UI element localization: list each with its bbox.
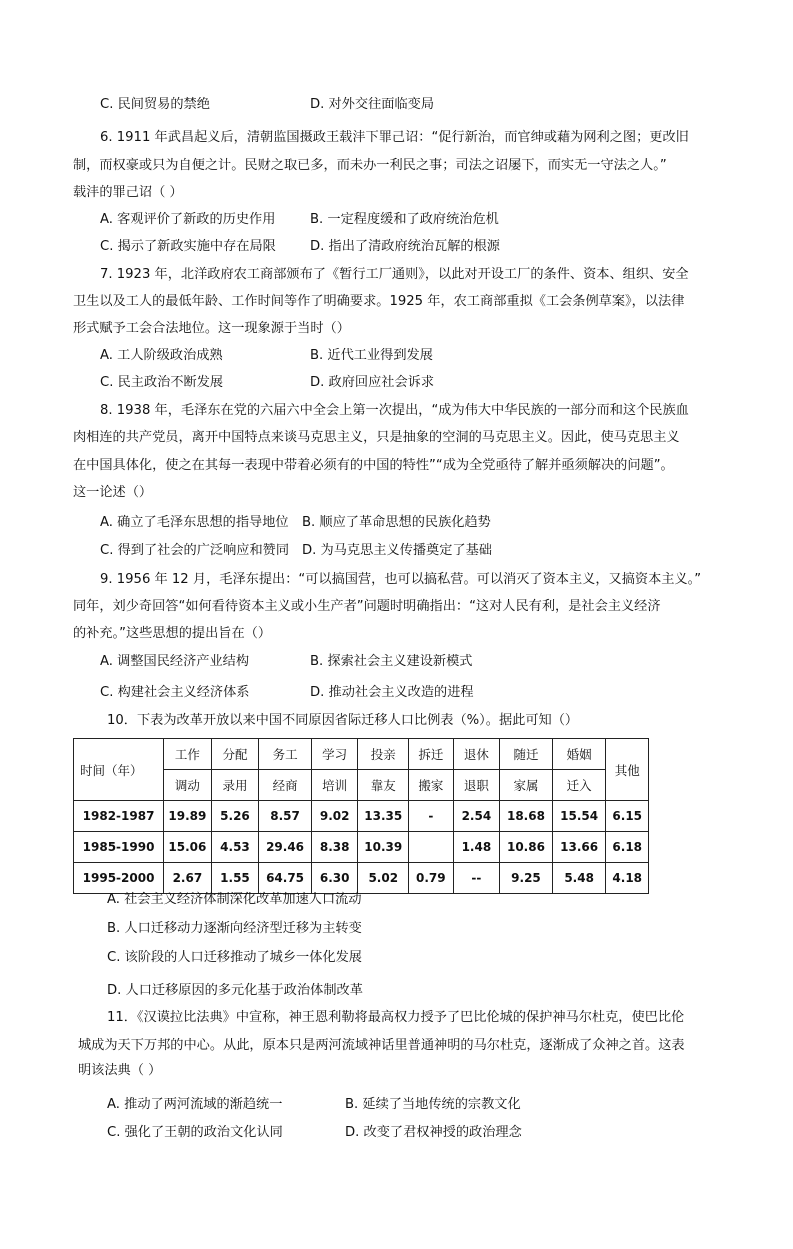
q7-stem-line-2: 卫生以及工人的最低年龄、工作时间等作了明确要求。1925 年，农工商部重拟《工会条例草案》，以法律 (73, 294, 685, 309)
q9-stem-line-2: 同年，刘少奇回答“如何看待资本主义或小生产者”问题时明确指出：“这对人民有利，是社会主义经济 (73, 599, 661, 614)
q7-stem-line-1: 7. 1923 年，北洋政府农工商部颁布了《暂行工厂通则》，以此对开设工厂的条件、资本、组织、安全 (100, 267, 689, 282)
q6-stem-line-2: 制，而权豪或只为自便之计。民财之取已多，而未办一利民之事；司法之诏屡下，而实无一守法之人。” (73, 158, 667, 173)
table-cell: 6.30 (311, 863, 358, 894)
table-cell: 19.89 (164, 801, 212, 832)
q8-stem-line-4: 这一论述（） (73, 485, 153, 500)
q8-option-d: D. 为马克思主义传播奠定了基础 (302, 543, 492, 558)
q6-option-b: B. 一定程度缓和了政府统治危机 (310, 212, 499, 227)
header-cell: 拆迁 (409, 739, 454, 770)
migration-table (73, 738, 649, 894)
table-cell: 1.55 (211, 863, 259, 894)
header-cell: 投亲 (358, 739, 409, 770)
q6-option-c: C. 揭示了新政实施中存在局限 (100, 239, 276, 254)
table-row (74, 863, 649, 894)
header-cell: 靠友 (358, 770, 409, 801)
table-cell: 5.02 (358, 863, 409, 894)
q6-stem-line-1: 6. 1911 年武昌起义后，清朝监国摄政王载沣下罪己诏：“促行新治，而官绅或藉为网利之图；更改旧 (100, 130, 689, 145)
table-cell: 15.54 (552, 801, 606, 832)
header-cell: 调动 (164, 770, 212, 801)
table-cell: 15.06 (164, 832, 212, 863)
table-cell: 5.26 (211, 801, 259, 832)
table-cell: 6.15 (606, 801, 649, 832)
table-cell: 4.18 (606, 863, 649, 894)
table-cell: 8.57 (259, 801, 312, 832)
header-cell: 退休 (453, 739, 500, 770)
q9-option-c: C. 构建社会主义经济体系 (100, 685, 250, 700)
table-cell: 9.25 (500, 863, 553, 894)
table-cell: 2.54 (453, 801, 500, 832)
q5-option-c: C. 民间贸易的禁绝 (100, 97, 210, 112)
table-cell: 13.66 (552, 832, 606, 863)
row-time: 1995-2000 (74, 863, 164, 894)
q11-option-a: A. 推动了两河流域的渐趋统一 (107, 1097, 283, 1112)
header-cell: 务工 (259, 739, 312, 770)
header-cell: 工作 (164, 739, 212, 770)
q7-option-b: B. 近代工业得到发展 (310, 348, 433, 363)
table-cell: -- (453, 863, 500, 894)
table-cell: 5.48 (552, 863, 606, 894)
header-other: 其他 (606, 739, 649, 801)
q9-stem-line-3: 的补充。”这些思想的提出旨在（） (73, 626, 272, 641)
header-cell: 经商 (259, 770, 312, 801)
header-cell: 婚姻 (552, 739, 606, 770)
q8-stem-line-1: 8. 1938 年，毛泽东在党的六届六中全会上第一次提出，“成为伟大中华民族的一部分而和这个民族血 (100, 403, 689, 418)
table-cell: 4.53 (211, 832, 259, 863)
q9-option-a: A. 调整国民经济产业结构 (100, 654, 250, 669)
q5-option-d: D. 对外交往面临变局 (310, 97, 435, 112)
header-cell: 家属 (500, 770, 553, 801)
header-cell: 分配 (211, 739, 259, 770)
q11-stem-line-1: 11．《汉谟拉比法典》中宣称，神王恩利勒将最高权力授予了巴比伦城的保护神马尔杜克，使巴比伦 (107, 1010, 685, 1025)
table-cell: 8.38 (311, 832, 358, 863)
q8-stem-line-2: 肉相连的共产党员，离开中国特点来谈马克思主义，只是抽象的空洞的马克思主义。因此，使马克思主义 (73, 430, 680, 445)
header-cell: 退职 (453, 770, 500, 801)
table-cell: 64.75 (259, 863, 312, 894)
q11-option-c: C. 强化了王朝的政治文化认同 (107, 1125, 283, 1140)
table-cell: 2.67 (164, 863, 212, 894)
q8-stem-line-3: 在中国具体化，使之在其每一表现中带着必须有的中国的特性”“成为全党亟待了解并亟须解决的问题”。 (73, 458, 674, 473)
q10-option-d: D. 人口迁移原因的多元化基于政治体制改革 (107, 983, 363, 998)
table-row (74, 801, 649, 832)
row-time: 1982-1987 (74, 801, 164, 832)
q7-option-a: A. 工人阶级政治成熟 (100, 348, 223, 363)
q6-option-d: D. 指出了清政府统治瓦解的根源 (310, 239, 500, 254)
q9-option-b: B. 探索社会主义建设新模式 (310, 654, 473, 669)
row-time: 1985-1990 (74, 832, 164, 863)
table-cell: 0.79 (409, 863, 454, 894)
q7-option-c: C. 民主政治不断发展 (100, 375, 224, 390)
q8-option-c: C. 得到了社会的广泛响应和赞同 (100, 543, 290, 558)
table-cell: 9.02 (311, 801, 358, 832)
table-cell: 6.18 (606, 832, 649, 863)
table-cell: 18.68 (500, 801, 553, 832)
table-cell: 10.39 (358, 832, 409, 863)
q11-option-b: B. 延续了当地传统的宗教文化 (345, 1097, 521, 1112)
q6-stem-line-3: 载沣的罪己诏（ ） (73, 185, 183, 200)
q6-option-a: A. 客观评价了新政的历史作用 (100, 212, 276, 227)
q9-option-d: D. 推动社会主义改造的进程 (310, 685, 474, 700)
q7-stem-line-3: 形式赋予工会合法地位。这一现象源于当时（） (73, 321, 350, 336)
header-cell: 培训 (311, 770, 358, 801)
q10-option-a: A. 社会主义经济体制深化改革加速人口流动 (107, 892, 362, 907)
q10-option-b: B. 人口迁移动力逐渐向经济型迁移为主转变 (107, 921, 362, 936)
header-time: 时间（年） (74, 739, 164, 801)
q11-option-d: D. 改变了君权神授的政治理念 (345, 1125, 522, 1140)
table-cell: 10.86 (500, 832, 553, 863)
q9-stem-line-1: 9. 1956 年 12 月，毛泽东提出：“可以搞国营，也可以搞私营。可以消灭了资本主义，又搞资本主义。” (100, 572, 702, 587)
q8-option-b: B. 顺应了革命思想的民族化趋势 (302, 515, 491, 530)
table-row (74, 832, 649, 863)
header-cell: 随迁 (500, 739, 553, 770)
table-cell (409, 832, 454, 863)
table-cell: - (409, 801, 454, 832)
q11-stem-line-3: 明该法典（ ） (78, 1063, 162, 1078)
q7-option-d: D. 政府回应社会诉求 (310, 375, 435, 390)
q11-stem-line-2: 城成为天下万邦的中心。从此，原本只是两河流域神话里普通神明的马尔杜克，逐渐成了众神之首。这表 (78, 1038, 685, 1053)
header-cell: 迁入 (552, 770, 606, 801)
table-cell: 1.48 (453, 832, 500, 863)
table-cell: 13.35 (358, 801, 409, 832)
q10-option-c: C. 该阶段的人口迁移推动了城乡一体化发展 (107, 950, 362, 965)
q10-stem: 10．下表为改革开放以来中国不同原因省际迁移人口比例表（%）。据此可知（） (107, 713, 579, 728)
q8-option-a: A. 确立了毛泽东思想的指导地位 (100, 515, 289, 530)
table-cell: 29.46 (259, 832, 312, 863)
header-cell: 搬家 (409, 770, 454, 801)
table-header-row-1 (74, 739, 649, 770)
header-cell: 学习 (311, 739, 358, 770)
header-cell: 录用 (211, 770, 259, 801)
